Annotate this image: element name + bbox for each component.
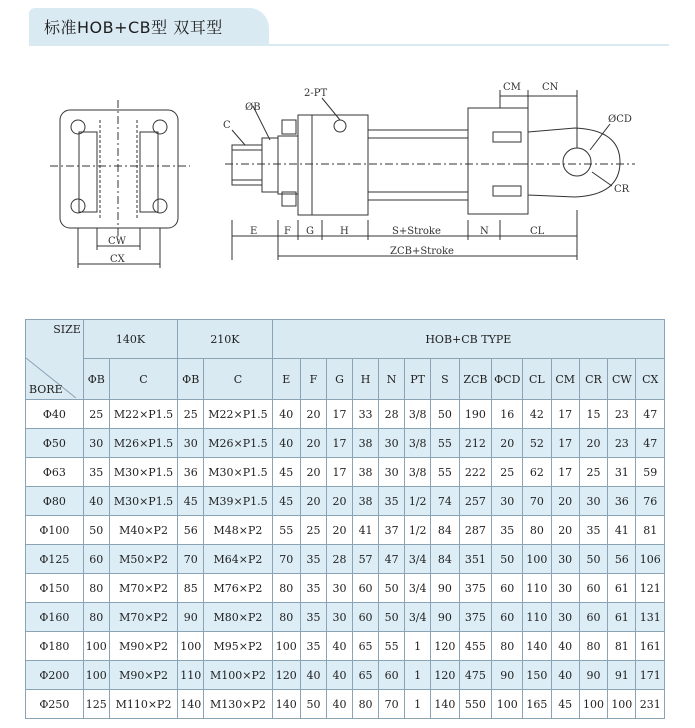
rod-thread <box>232 145 262 185</box>
table-cell: M95×P2 <box>204 632 272 661</box>
table-cell: 50 <box>579 545 607 574</box>
table-cell: 91 <box>608 661 636 690</box>
label-e: E <box>250 226 258 237</box>
table-cell: 37 <box>379 516 405 545</box>
table-cell: 35 <box>492 516 523 545</box>
table-cell: 40 <box>83 487 109 516</box>
table-cell: 60 <box>579 574 607 603</box>
table-cell: 85 <box>178 574 204 603</box>
table-cell: 475 <box>459 661 492 690</box>
tie-rod-nut-top <box>282 120 296 134</box>
table-cell: 40 <box>327 661 353 690</box>
table-cell: 38 <box>353 458 379 487</box>
table-cell: 23 <box>608 400 636 429</box>
title-underline <box>29 44 669 46</box>
table-cell: 351 <box>459 545 492 574</box>
bore-cell: Φ160 <box>26 603 84 632</box>
end-view-hole-br <box>153 199 167 213</box>
table-cell: 81 <box>636 516 665 545</box>
bore-cell: Φ50 <box>26 429 84 458</box>
table-row <box>26 400 665 429</box>
group-210k: 210K <box>178 320 272 359</box>
table-cell: 30 <box>327 603 353 632</box>
label-s-stroke: S+Stroke <box>392 226 441 237</box>
table-cell: 287 <box>459 516 492 545</box>
table-cell: 47 <box>636 400 665 429</box>
table-cell: 70 <box>178 545 204 574</box>
table-cell: 84 <box>431 545 459 574</box>
table-cell: M76×P2 <box>204 574 272 603</box>
table-cell: 140 <box>523 632 551 661</box>
label-h: H <box>340 226 349 237</box>
spec-table <box>25 319 665 719</box>
table-cell: 36 <box>608 487 636 516</box>
label-phi-cd: ØCD <box>608 114 632 125</box>
table-cell: 20 <box>300 458 326 487</box>
table-cell: 80 <box>83 574 109 603</box>
table-cell: 38 <box>353 429 379 458</box>
table-cell: 1/2 <box>405 516 431 545</box>
bore-cell: Φ250 <box>26 690 84 719</box>
table-row <box>26 690 665 719</box>
table-cell: 60 <box>353 603 379 632</box>
table-row <box>26 458 665 487</box>
table-cell: 231 <box>636 690 665 719</box>
table-cell: 60 <box>353 574 379 603</box>
table-cell: 70 <box>523 487 551 516</box>
table-cell: 55 <box>272 516 300 545</box>
corner-bore-label: BORE <box>29 383 63 396</box>
table-row <box>26 516 665 545</box>
table-cell: 41 <box>353 516 379 545</box>
table-cell: 15 <box>579 400 607 429</box>
table-cell: 25 <box>300 516 326 545</box>
column-header: ΦB <box>178 359 204 400</box>
table-cell: 20 <box>551 487 579 516</box>
cylinder-drawing <box>0 60 695 275</box>
table-cell: M100×P2 <box>204 661 272 690</box>
column-header: C <box>109 359 177 400</box>
label-f: F <box>284 226 291 237</box>
table-cell: 50 <box>300 690 326 719</box>
label-cx: CX <box>110 254 125 265</box>
table-cell: 17 <box>327 429 353 458</box>
table-cell: 120 <box>431 661 459 690</box>
table-cell: 28 <box>327 545 353 574</box>
table-cell: 41 <box>608 516 636 545</box>
table-cell: 20 <box>300 400 326 429</box>
table-cell: 161 <box>636 632 665 661</box>
table-cell: 25 <box>178 400 204 429</box>
table-corner <box>26 320 84 400</box>
table-cell: 23 <box>608 429 636 458</box>
label-phi-b: ØB <box>245 102 261 113</box>
table-row <box>26 545 665 574</box>
column-header: C <box>204 359 272 400</box>
bore-cell: Φ125 <box>26 545 84 574</box>
end-view-hole-tr <box>153 120 167 134</box>
table-row <box>26 574 665 603</box>
table-cell: 80 <box>523 516 551 545</box>
clevis <box>528 128 620 197</box>
table-cell: 40 <box>551 632 579 661</box>
table-cell: 80 <box>83 603 109 632</box>
table-cell: 35 <box>300 545 326 574</box>
table-cell: 90 <box>178 603 204 632</box>
table-cell: 550 <box>459 690 492 719</box>
column-header: G <box>327 359 353 400</box>
table-cell: 90 <box>579 661 607 690</box>
table-cell: M50×P2 <box>109 545 177 574</box>
table-cell: 60 <box>492 603 523 632</box>
table-cell: 30 <box>379 458 405 487</box>
clevis-pin-hole <box>563 148 591 176</box>
table-cell: M26×P1.5 <box>109 429 177 458</box>
table-cell: 35 <box>300 574 326 603</box>
table-cell: 50 <box>379 574 405 603</box>
column-header: F <box>300 359 326 400</box>
table-cell: 20 <box>551 516 579 545</box>
table-cell: 100 <box>523 545 551 574</box>
table-row <box>26 603 665 632</box>
table-cell: 140 <box>431 690 459 719</box>
table-cell: 17 <box>327 458 353 487</box>
table-cell: 131 <box>636 603 665 632</box>
table-cell: M64×P2 <box>204 545 272 574</box>
table-cell: 25 <box>579 458 607 487</box>
label-pt: 2-PT <box>304 88 328 99</box>
table-cell: 20 <box>300 429 326 458</box>
label-n: N <box>480 226 489 237</box>
table-cell: 50 <box>492 545 523 574</box>
table-cell: 55 <box>431 429 459 458</box>
table-cell: M130×P2 <box>204 690 272 719</box>
end-view-lug-right <box>140 132 158 212</box>
table-cell: 59 <box>636 458 665 487</box>
table-cell: 1 <box>405 632 431 661</box>
table-row <box>26 487 665 516</box>
table-cell: 150 <box>523 661 551 690</box>
table-cell: M40×P2 <box>109 516 177 545</box>
table-cell: 171 <box>636 661 665 690</box>
table-cell: 17 <box>551 458 579 487</box>
table-cell: 56 <box>608 545 636 574</box>
table-cell: 40 <box>272 429 300 458</box>
table-cell: 90 <box>492 661 523 690</box>
table-cell: 45 <box>178 487 204 516</box>
table-cell: 35 <box>83 458 109 487</box>
table-cell: 36 <box>178 458 204 487</box>
table-cell: 20 <box>327 487 353 516</box>
table-cell: 30 <box>327 574 353 603</box>
table-cell: 31 <box>608 458 636 487</box>
table-cell: M70×P2 <box>109 603 177 632</box>
table-cell: 30 <box>551 545 579 574</box>
label-cl: CL <box>530 226 545 237</box>
corner-size-label: SIZE <box>53 323 81 336</box>
table-cell: 16 <box>492 400 523 429</box>
bore-cell: Φ150 <box>26 574 84 603</box>
table-cell: M26×P1.5 <box>204 429 272 458</box>
end-view-hole-tl <box>71 120 85 134</box>
column-header: CX <box>636 359 665 400</box>
table-cell: 125 <box>83 690 109 719</box>
table-cell: M30×P1.5 <box>109 458 177 487</box>
rod-gland <box>278 136 298 194</box>
column-header: PT <box>405 359 431 400</box>
label-cm: CM <box>503 82 521 93</box>
table-cell: 3/8 <box>405 429 431 458</box>
end-view-plate <box>60 110 178 228</box>
table-cell: 47 <box>379 545 405 574</box>
table-cell: 121 <box>636 574 665 603</box>
rear-port <box>493 186 521 196</box>
table-cell: 20 <box>579 429 607 458</box>
table-cell: 56 <box>178 516 204 545</box>
column-header: CL <box>523 359 551 400</box>
column-header: CM <box>551 359 579 400</box>
table-cell: 375 <box>459 574 492 603</box>
table-cell: M70×P2 <box>109 574 177 603</box>
table-cell: 17 <box>551 429 579 458</box>
table-cell: 20 <box>300 487 326 516</box>
table-cell: 65 <box>353 661 379 690</box>
table-cell: 52 <box>523 429 551 458</box>
table-cell: 30 <box>579 487 607 516</box>
table-cell: 106 <box>636 545 665 574</box>
group-hob-cb-type: HOB+CB TYPE <box>272 320 664 359</box>
table-cell: 70 <box>379 690 405 719</box>
table-cell: 110 <box>523 574 551 603</box>
table-cell: 110 <box>523 603 551 632</box>
table-cell: 42 <box>523 400 551 429</box>
table-cell: M30×P1.5 <box>109 487 177 516</box>
table-cell: 55 <box>379 632 405 661</box>
table-cell: 40 <box>272 400 300 429</box>
column-header: ΦCD <box>492 359 523 400</box>
table-cell: 1 <box>405 690 431 719</box>
table-cell: 30 <box>379 429 405 458</box>
table-cell: M110×P2 <box>109 690 177 719</box>
table-cell: 90 <box>431 603 459 632</box>
table-cell: 20 <box>327 516 353 545</box>
table-cell: M30×P1.5 <box>204 458 272 487</box>
table-cell: 61 <box>608 603 636 632</box>
table-cell: 100 <box>272 632 300 661</box>
label-cn: CN <box>542 82 559 93</box>
table-cell: 1 <box>405 661 431 690</box>
table-cell: 60 <box>492 574 523 603</box>
table-cell: 60 <box>83 545 109 574</box>
table-cell: 62 <box>523 458 551 487</box>
table-header-columns <box>26 359 665 400</box>
table-cell: 45 <box>272 458 300 487</box>
table-cell: 375 <box>459 603 492 632</box>
table-cell: 80 <box>272 603 300 632</box>
table-cell: 76 <box>636 487 665 516</box>
column-header: H <box>353 359 379 400</box>
table-cell: 25 <box>83 400 109 429</box>
table-row <box>26 632 665 661</box>
table-cell: 3/4 <box>405 603 431 632</box>
column-header: ZCB <box>459 359 492 400</box>
table-cell: 30 <box>551 574 579 603</box>
table-cell: 3/8 <box>405 458 431 487</box>
table-cell: M39×P1.5 <box>204 487 272 516</box>
table-cell: 3/4 <box>405 574 431 603</box>
table-cell: 257 <box>459 487 492 516</box>
bore-cell: Φ63 <box>26 458 84 487</box>
table-row <box>26 661 665 690</box>
table-cell: 28 <box>379 400 405 429</box>
table-cell: 80 <box>579 632 607 661</box>
table-cell: 100 <box>492 690 523 719</box>
table-cell: 120 <box>272 661 300 690</box>
table-cell: 60 <box>379 661 405 690</box>
table-header-groups <box>26 320 665 359</box>
front-head <box>298 115 368 215</box>
table-cell: 38 <box>353 487 379 516</box>
table-cell: 90 <box>431 574 459 603</box>
table-cell: 20 <box>492 429 523 458</box>
rear-port-top <box>493 132 521 142</box>
table-cell: 17 <box>327 400 353 429</box>
table-cell: M90×P2 <box>109 661 177 690</box>
table-cell: 50 <box>83 516 109 545</box>
table-cell: 165 <box>523 690 551 719</box>
port-top <box>334 120 346 132</box>
table-cell: 55 <box>431 458 459 487</box>
bore-cell: Φ200 <box>26 661 84 690</box>
table-cell: 100 <box>579 690 607 719</box>
table-cell: 25 <box>492 458 523 487</box>
column-header: S <box>431 359 459 400</box>
table-cell: 35 <box>379 487 405 516</box>
bore-cell: Φ40 <box>26 400 84 429</box>
bore-cell: Φ180 <box>26 632 84 661</box>
table-cell: 110 <box>178 661 204 690</box>
table-cell: M48×P2 <box>204 516 272 545</box>
table-cell: 45 <box>551 690 579 719</box>
table-cell: 61 <box>608 574 636 603</box>
table-cell: 100 <box>83 632 109 661</box>
bore-cell: Φ100 <box>26 516 84 545</box>
table-cell: 17 <box>551 400 579 429</box>
table-cell: 50 <box>379 603 405 632</box>
label-g: G <box>306 226 314 237</box>
table-cell: 57 <box>353 545 379 574</box>
table-cell: 80 <box>492 632 523 661</box>
table-cell: 190 <box>459 400 492 429</box>
table-cell: 455 <box>459 632 492 661</box>
label-cr: CR <box>614 184 630 195</box>
table-cell: 3/4 <box>405 545 431 574</box>
table-cell: 30 <box>492 487 523 516</box>
table-cell: 3/8 <box>405 400 431 429</box>
table-cell: 30 <box>551 603 579 632</box>
label-cw: CW <box>108 236 126 247</box>
table-cell: 35 <box>300 632 326 661</box>
page-title: 标准HOB+CB型 双耳型 <box>44 18 223 37</box>
table-cell: M90×P2 <box>109 632 177 661</box>
bore-cell: Φ80 <box>26 487 84 516</box>
column-header: CW <box>608 359 636 400</box>
table-cell: 140 <box>272 690 300 719</box>
end-view-hole-bl <box>71 199 85 213</box>
table-cell: 35 <box>300 603 326 632</box>
table-cell: 40 <box>327 690 353 719</box>
column-header: CR <box>579 359 607 400</box>
table-cell: 222 <box>459 458 492 487</box>
table-cell: 40 <box>327 632 353 661</box>
table-cell: 1/2 <box>405 487 431 516</box>
table-cell: 212 <box>459 429 492 458</box>
label-zcb-stroke: ZCB+Stroke <box>390 246 454 257</box>
table-cell: 65 <box>353 632 379 661</box>
table-cell: M22×P1.5 <box>204 400 272 429</box>
table-cell: 100 <box>608 690 636 719</box>
table-cell: 120 <box>431 632 459 661</box>
rear-head <box>468 108 528 214</box>
table-row <box>26 429 665 458</box>
label-c: C <box>223 120 231 131</box>
table-cell: 140 <box>178 690 204 719</box>
table-cell: 74 <box>431 487 459 516</box>
table-cell: 35 <box>579 516 607 545</box>
table-cell: 30 <box>83 429 109 458</box>
column-header: ΦB <box>83 359 109 400</box>
table-cell: 80 <box>272 574 300 603</box>
table-body <box>26 400 665 719</box>
table-cell: 33 <box>353 400 379 429</box>
table-cell: M22×P1.5 <box>109 400 177 429</box>
table-cell: 84 <box>431 516 459 545</box>
rod-nut <box>262 138 278 192</box>
table-cell: M80×P2 <box>204 603 272 632</box>
table-cell: 45 <box>272 487 300 516</box>
table-cell: 50 <box>431 400 459 429</box>
table-cell: 40 <box>300 661 326 690</box>
table-cell: 70 <box>272 545 300 574</box>
column-header: E <box>272 359 300 400</box>
table-cell: 60 <box>579 603 607 632</box>
table-cell: 30 <box>178 429 204 458</box>
table-cell: 81 <box>608 632 636 661</box>
table-cell: 80 <box>353 690 379 719</box>
table-cell: 47 <box>636 429 665 458</box>
group-140k: 140K <box>83 320 177 359</box>
table-cell: 40 <box>551 661 579 690</box>
table-cell: 100 <box>83 661 109 690</box>
table-cell: 100 <box>178 632 204 661</box>
column-header: N <box>379 359 405 400</box>
